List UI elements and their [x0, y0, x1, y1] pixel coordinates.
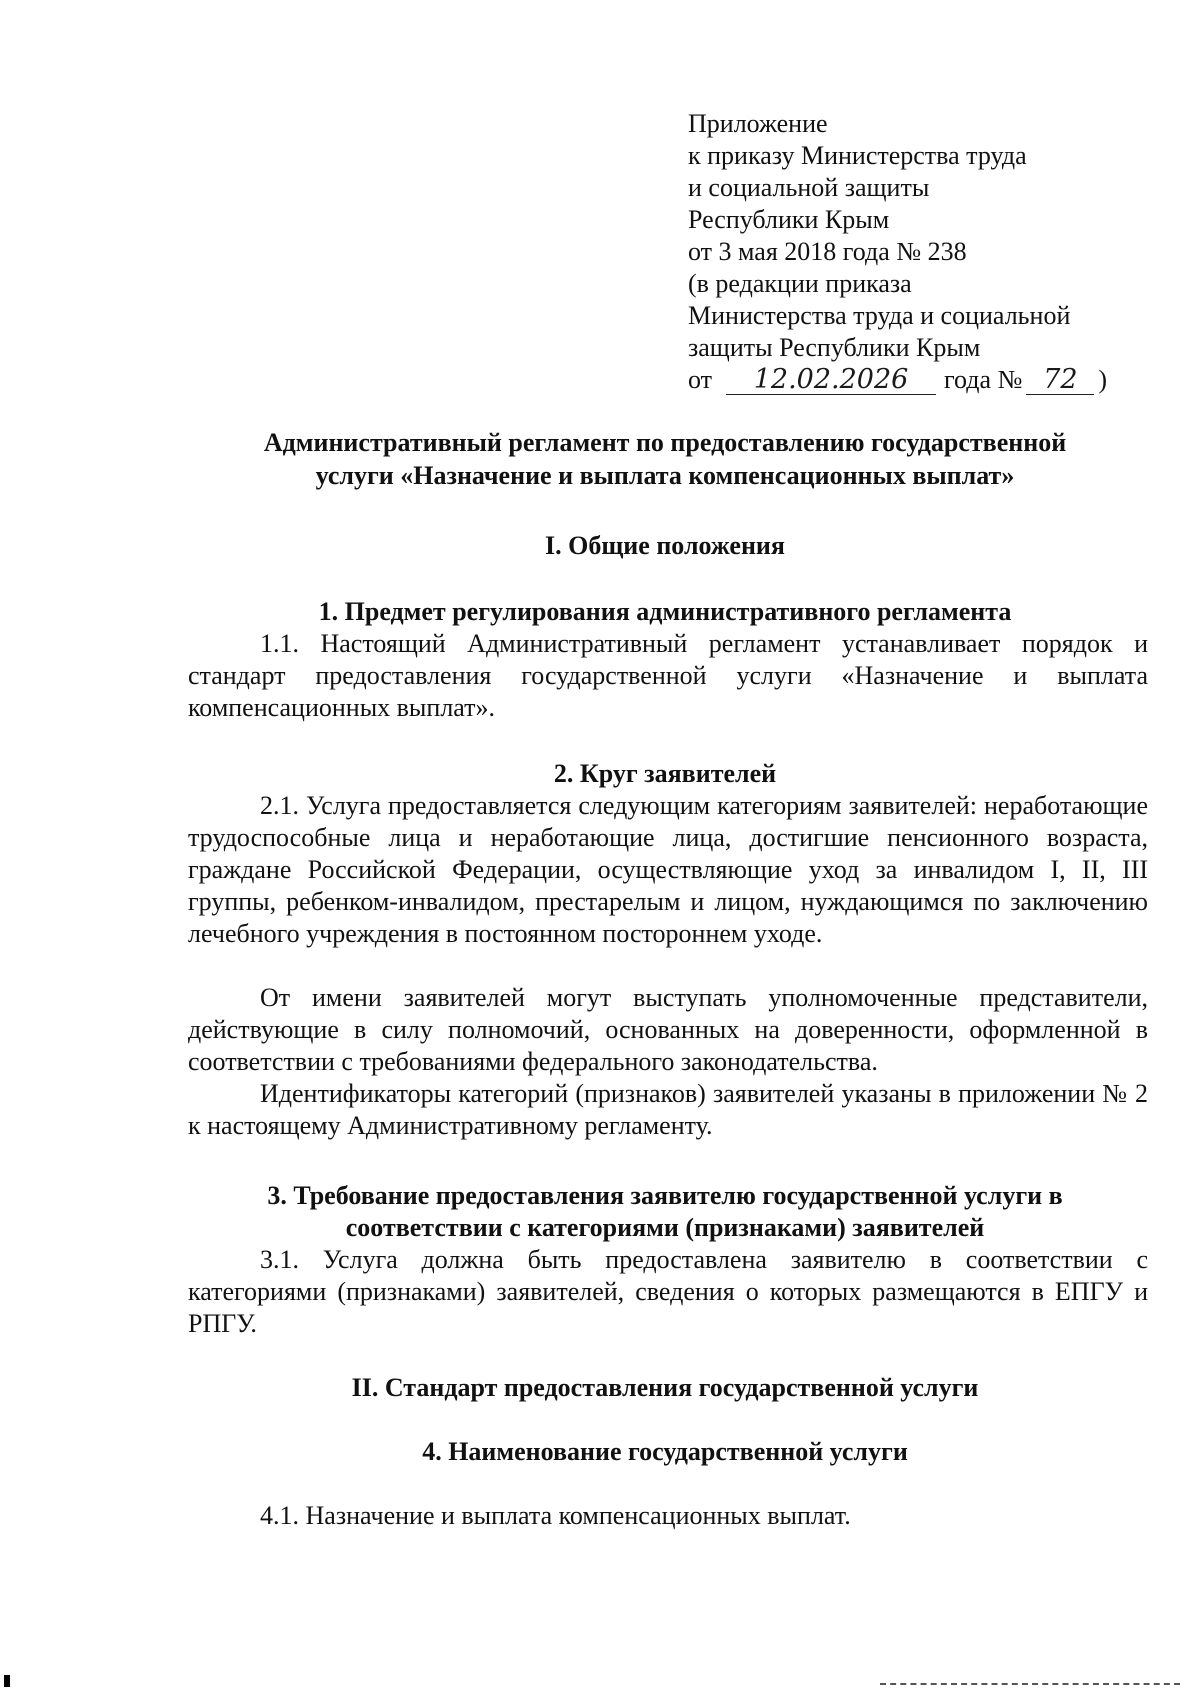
paragraph-3-1: 3.1. Услуга должна быть предоставлена заявителю в соответствии с категориями (признаками) заявителей, сведения о которых размещаются в ЕПГУ и РПГУ. [188, 1245, 1148, 1338]
title-line-1: Административный регламент по предоставлению государственной [263, 428, 1067, 457]
subsection-heading-3-line-1: 3. Требование предоставления заявителю государственной услуги в [267, 1181, 1063, 1210]
title-line-2: услуги «Назначение и выплата компенсационных выплат» [315, 461, 1015, 490]
subsection-heading-1: 1. Предмет регулирования административного регламента [318, 597, 1012, 626]
amendment-signature-line [688, 364, 1148, 396]
section-heading-2: II. Стандарт предоставления государственной услуги [351, 1373, 979, 1402]
appendix-line: Республики Крым [688, 205, 890, 234]
subsection-heading-2: 2. Круг заявителей [553, 759, 777, 788]
paragraph-1-1: 1.1. Настоящий Административный регламент устанавливает порядок и стандарт предоставления государственной услуги «Назначение и выплата компенсационных выплат». [188, 629, 1148, 722]
appendix-block [688, 108, 1148, 396]
subsection-heading-3 [185, 1180, 1145, 1244]
scan-artifact-line [880, 1683, 1180, 1687]
sig-suffix: ) [1098, 365, 1108, 394]
section-heading-1: I. Общие положения [545, 531, 785, 560]
appendix-line: и социальной защиты [688, 173, 930, 202]
subsection-heading-4: 4. Наименование государственной услуги [422, 1437, 908, 1466]
appendix-line: Министерства труда и социальной [688, 301, 1071, 330]
paragraph-4-1: 4.1. Назначение и выплата компенсационных выплат. [260, 1501, 851, 1530]
handwritten-date: 12.02.2026 [726, 366, 936, 395]
sig-middle: года № [944, 365, 1023, 394]
handwritten-number: 72 [1026, 366, 1094, 395]
paragraph-2-1: 2.1. Услуга предоставляется следующим категориям заявителей: неработающие трудоспособные лица и неработающие лица, достигшие пенсионного возраста, граждане Российской Федерации, осуществляющие уход за инвалидом I, II, III группы, ребенком-инвалидом, престарелым и лицом, нуждающимся по заключению лечебного учреждения в постоянном постороннем уходе. [188, 791, 1148, 948]
document-title [185, 426, 1145, 492]
subsection-heading-3-line-2: соответствии с категориями (признаками) заявителей [345, 1213, 985, 1242]
appendix-line: защиты Республики Крым [688, 333, 981, 362]
appendix-line: от 3 мая 2018 года № 238 [688, 237, 967, 266]
appendix-line: Приложение [688, 109, 828, 138]
paragraph-2-3: Идентификаторы категорий (признаков) заявителей указаны в приложении № 2 к настоящему Административному регламенту. [188, 1079, 1148, 1140]
appendix-line: (в редакции приказа [688, 269, 912, 298]
appendix-line: к приказу Министерства труда [688, 141, 1027, 170]
paragraph-2-2: От имени заявителей могут выступать уполномоченные представители, действующие в силу полномочий, основанных на доверенности, оформленной в соответствии с требованиями федерального законодательства. [188, 983, 1148, 1076]
scan-mark [4, 1675, 10, 1687]
sig-prefix: от [688, 365, 713, 394]
